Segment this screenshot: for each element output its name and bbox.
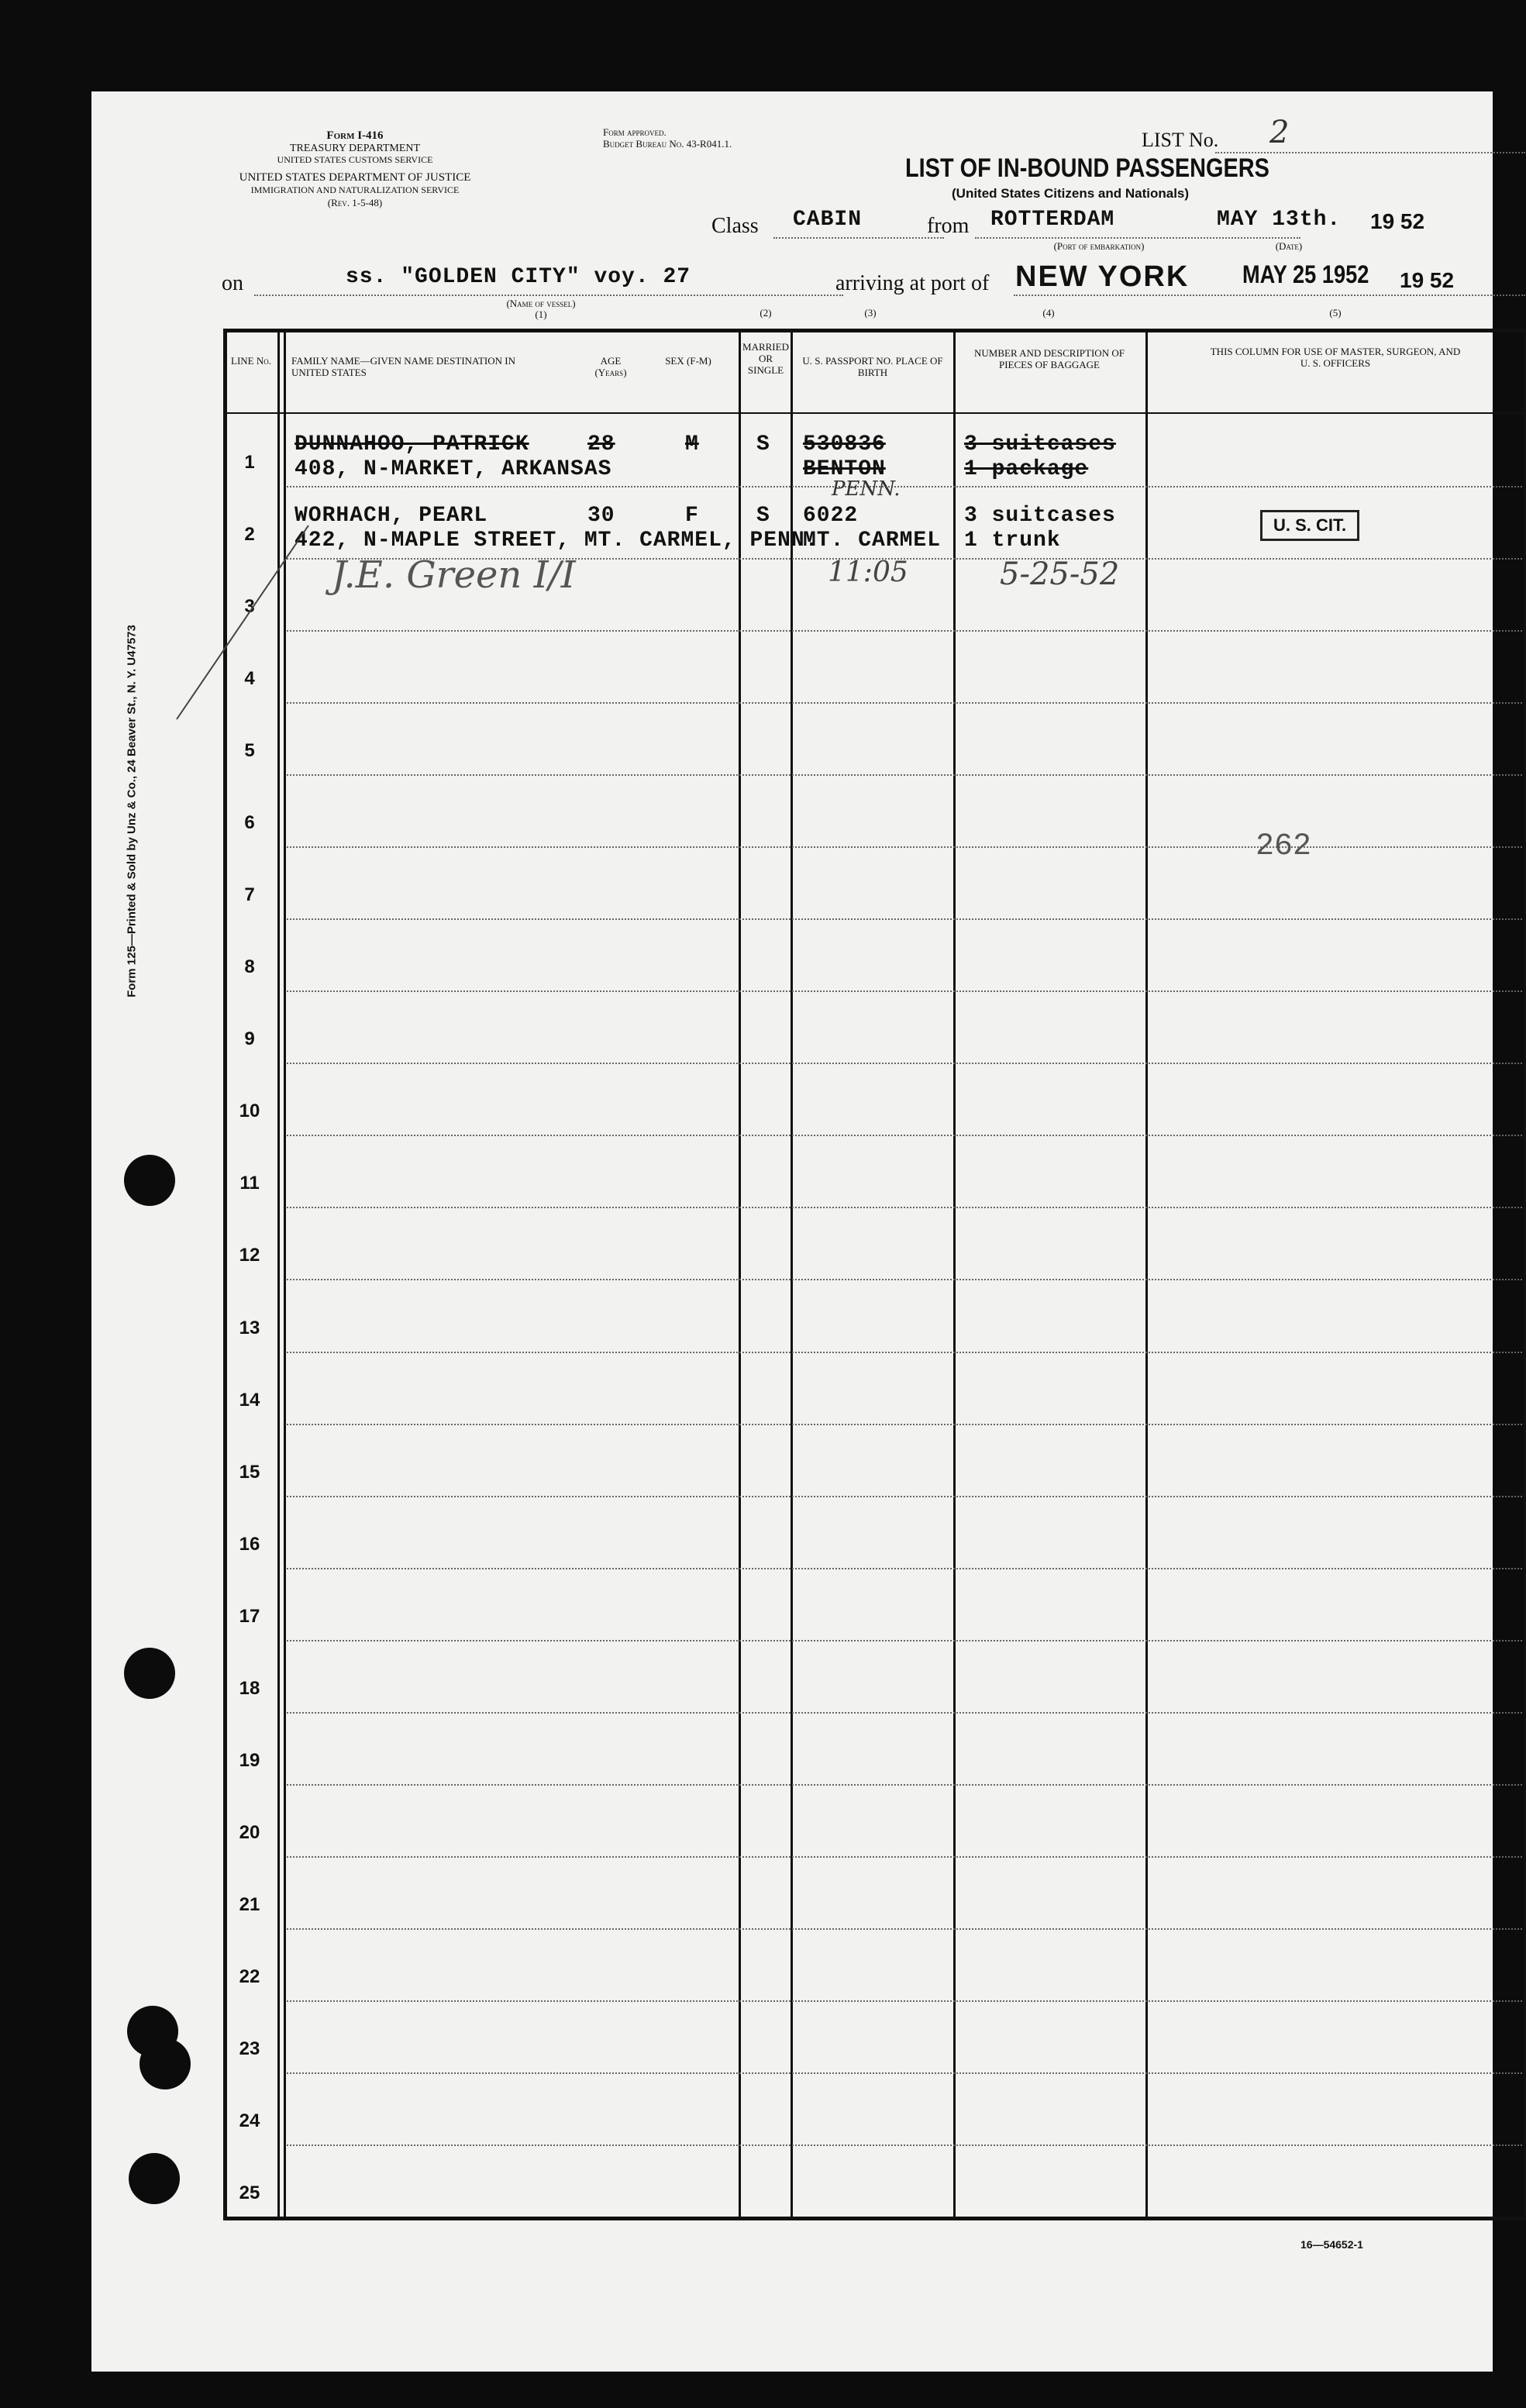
arriving-label: arriving at port of [835,271,990,295]
passenger-married: S [756,504,770,528]
ins-service: IMMIGRATION AND NATURALIZATION SERVICE [250,184,460,195]
col-sex: SEX (F-M) [665,355,711,367]
col-age: AGE (Years) [594,355,627,378]
vessel-caption: (Name of vessel) [506,298,576,309]
destination: 422, N-MAPLE STREET, MT. CARMEL, PENN. [295,529,819,553]
line-number: 10 [239,1101,260,1122]
line-number: 14 [239,1389,260,1411]
line-number: 9 [244,1028,255,1050]
passenger-sex: M [685,432,699,456]
line-number: 2 [244,524,255,546]
col-num-2: (2) [760,307,772,319]
us-citizen-stamp: U. S. CIT. [1260,510,1359,541]
birthplace-note: PENN. [832,477,901,501]
row-divider [287,486,1522,487]
row-divider [287,1712,1522,1714]
line-number: 24 [239,2110,260,2131]
baggage-line2: 1 trunk [964,529,1061,553]
col-num-5: (5) [1329,307,1342,319]
form-approved: Form approved. [603,126,667,138]
line-number: 22 [239,1965,260,1987]
row-divider [287,2144,1522,2146]
departure-date: MAY 13th. [1217,208,1342,232]
line-number: 12 [239,1245,260,1266]
line-number: 21 [239,1893,260,1915]
treasury-dept: TREASURY DEPARTMENT [289,143,421,154]
list-no-value: 2 [1269,115,1290,150]
row-divider [287,1279,1522,1280]
row-divider [287,1063,1522,1064]
row-divider [287,990,1522,992]
passenger-age: 28 [587,432,615,456]
row-divider [287,774,1522,776]
col-name: FAMILY NAME—GIVEN NAME DESTINATION IN UNITED STATES [291,355,516,378]
passenger-list-page [91,91,1493,2372]
row-divider [287,1568,1522,1569]
baggage-line1: 3 suitcases [964,432,1116,456]
line-number: 19 [239,1749,260,1771]
passenger-sex: F [685,504,699,528]
inspector-signature: J.E. Green I/I [332,553,576,597]
row-divider [287,1784,1522,1786]
vessel-column-num: (1) [535,308,547,320]
on-label: on [222,271,243,295]
line-number: 1 [244,452,255,474]
row-divider [287,1856,1522,1858]
row-divider [287,1352,1522,1353]
line-number: 5 [244,740,255,762]
birthplace: MT. CARMEL [803,529,942,553]
col-num-3: (3) [864,307,877,319]
page-stamp-number: 262 [1256,829,1312,864]
col-num-4: (4) [1042,307,1055,319]
destination: 408, N-MARKET, ARKANSAS [295,457,612,481]
punch-hole [124,1648,175,1699]
line-number: 13 [239,1317,260,1338]
line-number: 7 [244,884,255,906]
line-number: 20 [239,1821,260,1843]
row-divider [287,1207,1522,1208]
vessel-name: ss. "GOLDEN CITY" voy. 27 [346,265,691,289]
line-number: 17 [239,1605,260,1627]
date-note: 5-25-52 [1000,556,1120,592]
departure-year: 19 52 [1370,209,1425,233]
form-number: Form I-416 [326,129,384,142]
class-value: CABIN [793,208,863,232]
row-divider [287,1496,1522,1497]
row-divider [287,918,1522,920]
passenger-name: DUNNAHOO, PATRICK [295,432,529,456]
class-label: Class [711,214,759,238]
line-number: 4 [244,668,255,690]
row-divider [287,2000,1522,2002]
embarkation-port: ROTTERDAM [990,208,1115,232]
embarkation-caption: (Port of embarkation) [1053,240,1145,252]
birthplace: BENTON [803,457,886,481]
arrival-year: 19 52 [1400,268,1455,292]
col-married: MARRIED OR SINGLE [742,341,789,376]
line-number: 15 [239,1461,260,1483]
punch-hole [129,2153,180,2204]
justice-dept: UNITED STATES DEPARTMENT OF JUSTICE [239,171,471,184]
line-number: 3 [244,596,255,618]
line-number: 6 [244,812,255,834]
row-divider [287,1928,1522,1930]
line-number: 18 [239,1677,260,1699]
passport-number: 6022 [803,504,859,528]
col-baggage: NUMBER AND DESCRIPTION OF PIECES OF BAGGAGE [974,347,1125,370]
side-print: Form 125—Printed & Sold by Unz & Co., 24 Beaver St., N. Y. U47573 [125,625,139,997]
row-divider [287,2072,1522,2074]
row-divider [287,630,1522,632]
list-no-label: LIST No. [1142,129,1219,151]
passenger-name: WORHACH, PEARL [295,504,488,528]
line-number: 16 [239,1533,260,1555]
from-label: from [927,214,970,238]
punch-hole [124,1155,175,1206]
row-divider [287,1424,1522,1425]
line-number: 8 [244,956,255,978]
baggage-line2: 1 package [964,457,1089,481]
passport-number: 530836 [803,432,886,456]
passenger-age: 30 [587,504,615,528]
punch-hole [140,2038,191,2089]
footer-code: 16—54652-1 [1300,2238,1363,2251]
row-divider [287,1640,1522,1642]
page-subtitle: (United States Citizens and Nationals) [952,186,1190,201]
time-note: 11:05 [828,556,908,588]
line-number: 23 [239,2038,260,2059]
col-officers: THIS COLUMN FOR USE OF MASTER, SURGEON, AND U. S. OFFICERS [1210,346,1461,369]
line-number: 25 [239,2182,260,2203]
customs-service: UNITED STATES CUSTOMS SERVICE [277,154,433,165]
row-divider [287,846,1522,848]
row-divider [287,1135,1522,1136]
arrival-port: NEW YORK [1015,260,1190,293]
col-line-no: LINE No. [231,355,271,367]
check-stroke [169,510,324,727]
arrival-date-stamp: MAY 25 1952 [1242,260,1369,288]
budget-bureau: Budget Bureau No. 43-R041.1. [603,138,732,150]
line-number: 11 [239,1173,260,1194]
page-title: LIST OF IN-BOUND PASSENGERS [905,153,1269,183]
passenger-married: S [756,432,770,456]
baggage-line1: 3 suitcases [964,504,1116,528]
col-passport: U. S. PASSPORT NO. PLACE OF BIRTH [802,355,943,378]
form-revision: (Rev. 1-5-48) [327,197,383,208]
date-caption: (Date) [1275,240,1303,252]
row-divider [287,702,1522,704]
